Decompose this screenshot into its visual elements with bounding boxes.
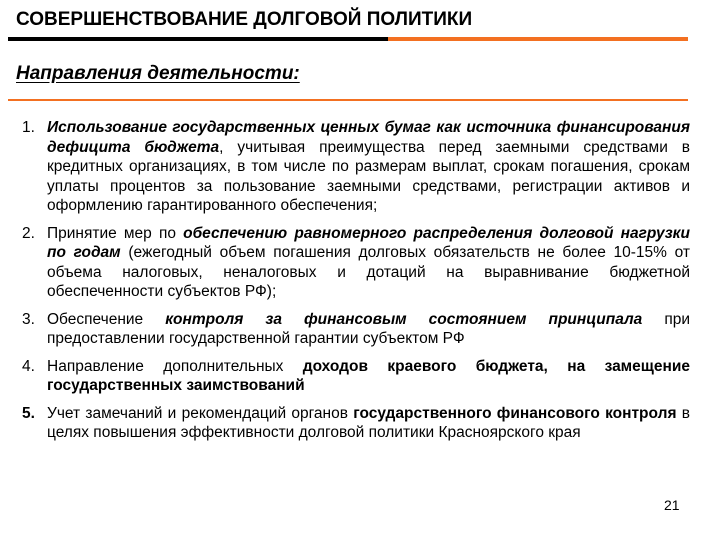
body-text: Учет замечаний и рекомендаций органов [47,404,354,422]
emphasis-text: обеспечению равномерного распределения долговой нагрузки по годам [47,224,690,261]
list-item-text [47,404,690,443]
emphasis-text: Использование государственных ценных бумаг как источника финансирования дефицита бюджета [47,119,690,156]
section-subtitle: Направления деятельности: [16,63,300,84]
title-underline-orange [388,37,688,41]
list-item-number: 3. [22,310,35,328]
list-item-number: 5. [22,404,35,422]
list-item [22,357,690,396]
list-item-text [47,224,690,302]
subtitle-divider [8,99,688,101]
body-text: Принятие мер по [47,224,184,242]
list-item [22,224,690,302]
list-item [22,118,690,216]
body-text: Направление дополнительных [47,357,303,375]
emphasis-text: государственного финансового контроля [353,404,677,422]
list-item-number: 1. [22,119,35,136]
body-text: , учитывая преимущества перед заемными средствами в кредитных организациях, в том числе по размерам выплат, срокам погашения, срокам уплаты процентов за пользование заемными средствами, регистрации активов и оформлению гарантированного обеспечения; [47,138,691,214]
list-item [22,310,690,349]
directions-list [22,118,690,451]
emphasis-text: доходов краевого бюджета, на замещение государственных заимствований [47,357,690,394]
body-text: Обеспечение [47,310,166,328]
body-text: в целях повышения эффективности долговой политики Красноярского края [47,404,690,441]
page-number: 21 [664,497,680,513]
slide-title: СОВЕРШЕНСТВОВАНИЕ ДОЛГОВОЙ ПОЛИТИКИ [16,9,473,30]
list-item-number: 2. [22,224,35,242]
list-item [22,404,690,443]
body-text: при предоставлении государственной гарантии субъектом РФ [47,310,690,347]
title-underline-black [8,37,388,41]
list-item-text [47,357,690,396]
emphasis-text: контроля за финансовым состоянием принципала [165,310,643,328]
list-item-text [47,310,690,349]
list-item-number: 4. [22,357,35,375]
list-item-text [47,118,690,216]
body-text: (ежегодный объем погашения долговых обязательств не более 10-15% от объема налоговых, неналоговых и дотаций на выравнивание бюджетной обеспеченности субъектов РФ); [47,244,691,300]
